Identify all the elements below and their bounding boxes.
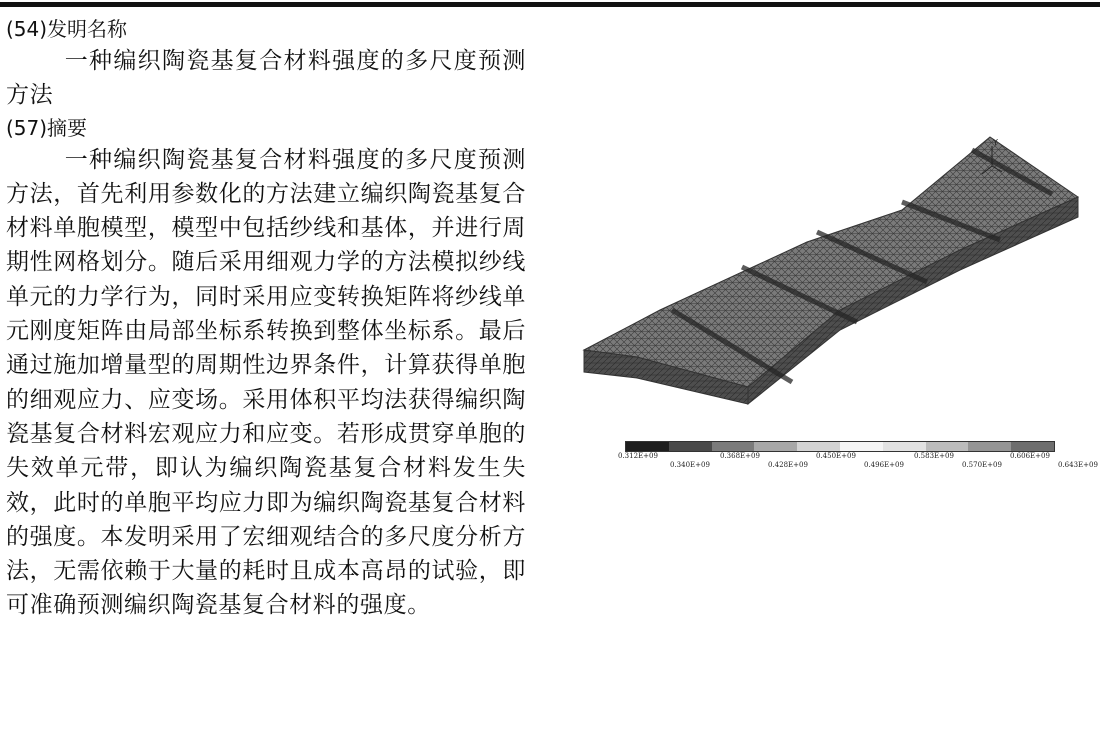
legend-label: 0.496E+09 xyxy=(864,461,904,469)
legend-color-segment xyxy=(712,442,755,451)
unit-cell-mesh-figure xyxy=(582,132,1098,477)
legend-color-segment xyxy=(626,442,669,451)
legend-color-segment xyxy=(968,442,1011,451)
color-legend-bar xyxy=(625,441,1055,452)
abstract-heading: (57)摘要 xyxy=(6,115,88,140)
legend-label: 0.428E+09 xyxy=(768,461,808,469)
legend-label: 0.450E+09 xyxy=(816,452,856,460)
invention-title xyxy=(6,44,526,113)
legend-color-segment xyxy=(926,442,969,451)
legend-label: 0.340E+09 xyxy=(670,461,710,469)
legend-color-segment xyxy=(754,442,797,451)
top-rule xyxy=(0,2,1100,7)
abstract-body xyxy=(6,143,526,623)
legend-color-segment xyxy=(1011,442,1054,451)
legend-color-segment xyxy=(669,442,712,451)
legend-label: 0.312E+09 xyxy=(618,452,658,460)
legend-label: 0.570E+09 xyxy=(962,461,1002,469)
legend-label: 0.368E+09 xyxy=(720,452,760,460)
legend-label: 0.606E+09 xyxy=(1010,452,1050,460)
legend-color-segment xyxy=(840,442,883,451)
legend-label: 0.583E+09 xyxy=(914,452,954,460)
abstract-body-text: 一种编织陶瓷基复合材料强度的多尺度预测方法，首先利用参数化的方法建立编织陶瓷基复合材料单胞模型，模型中包括纱线和基体，并进行周期性网格划分。随后采用细观力学的方法模拟纱线单元的力学行为，同时采用应变转换矩阵将纱线单元刚度矩阵由局部坐标系转换到整体坐标系。最后通过施加增量型的周期性边界条件，计算获得单胞的细观应力、应变场。采用体积平均法获得编织陶瓷基复合材料宏观应力和应变。若形成贯穿单胞的失效单元带，即认为编织陶瓷基复合材料发生失效，此时的单胞平均应力即为编织陶瓷基复合材料的强度。本发明采用了宏细观结合的多尺度分析方法，无需依赖于大量的耗时且成本高昂的试验，即可准确预测编织陶瓷基复合材料的强度。 xyxy=(6,146,526,619)
legend-color-segment xyxy=(797,442,840,451)
axis-label-y: Y xyxy=(993,138,998,147)
patent-text-column xyxy=(6,14,526,623)
legend-labels xyxy=(618,452,1098,474)
legend-color-segment xyxy=(883,442,926,451)
legend-label: 0.643E+09 xyxy=(1058,461,1098,469)
invention-title-text: 一种编织陶瓷基复合材料强度的多尺度预测方法 xyxy=(6,48,526,109)
title-heading: (54)发明名称 xyxy=(6,17,128,41)
mesh-top-surface xyxy=(584,137,1078,387)
